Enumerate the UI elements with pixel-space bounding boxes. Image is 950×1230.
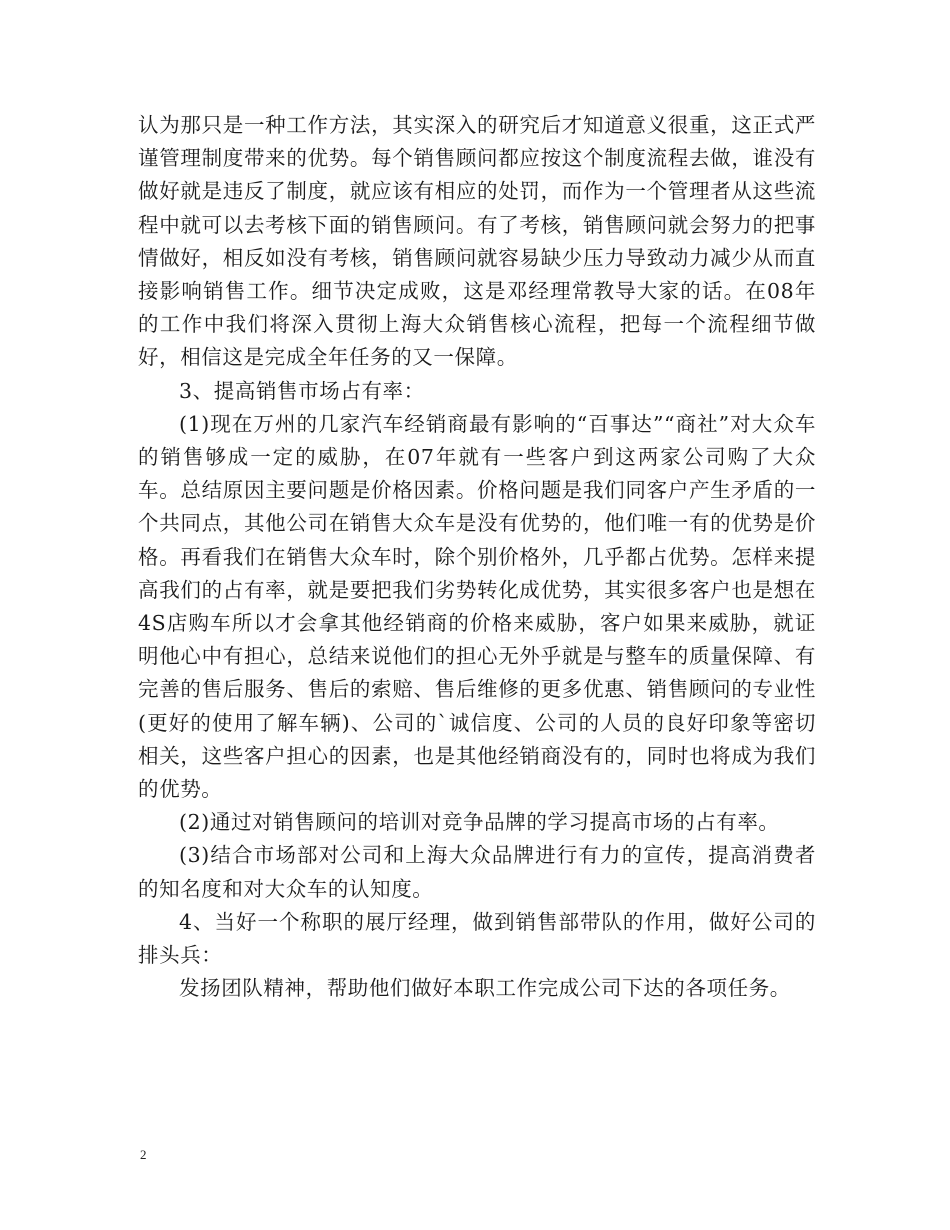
document-page [138,109,816,1005]
paragraph-item-1: (1)现在万州的几家汽车经销商最有影响的“百事达”“商社”对大众车的销售够成一定的威胁，在07年就有一些客户到这两家公司购了大众车。总结原因主要问题是价格因素。价格问题是我们同客户产生矛盾的一个共同点，其他公司在销售大众车是没有优势的，他们唯一有的优势是价格。再看我们在销售大众车时，除个别价格外，几乎都占优势。怎样来提高我们的占有率，就是要把我们劣势转化成优势，其实很多客户也是想在4S店购车所以才会拿其他经销商的价格来威胁，客户如果来威胁，就证明他心中有担心，总结来说他们的担心无外乎就是与整车的质量保障、有完善的售后服务、售后的索赔、售后维修的更多优惠、销售顾问的专业性(更好的使用了解车辆)、公司的`诚信度、公司的人员的良好印象等密切相关，这些客户担心的因素，也是其他经销商没有的，同时也将成为我们的优势。 [138,411,816,802]
paragraph-item-3: (3)结合市场部对公司和上海大众品牌进行有力的宣传，提高消费者的知名度和对大众车的认知度。 [138,843,816,901]
heading-item-3: 3、提高销售市场占有率： [179,378,425,403]
paragraph-continuation: 认为那只是一种工作方法，其实深入的研究后才知道意义很重，这正式严谨管理制度带来的优势。每个销售顾问都应按这个制度流程去做，谁没有做好就是违反了制度，就应该有相应的处罚，而作为一个管理者从这些流程中就可以去考核下面的销售顾问。有了考核，销售顾问就会努力的把事情做好，相反如没有考核，销售顾问就容易缺少压力导致动力减少从而直接影响销售工作。细节决定成败，这是邓经理常教导大家的话。在08年的工作中我们将深入贯彻上海大众销售核心流程，把每一个流程细节做好，相信这是完成全年任务的又一保障。 [138,113,816,370]
page-number: 2 [140,1147,147,1162]
heading-item-4: 4、当好一个称职的展厅经理，做到销售部带队的作用，做好公司的排头兵： [138,909,816,968]
paragraph-item-2: (2)通过对销售顾问的培训对竞争品牌的学习提高市场的占有率。 [179,810,780,835]
paragraph-team-spirit: 发扬团队精神，帮助他们做好本职工作完成公司下达的各项任务。 [179,976,791,1001]
